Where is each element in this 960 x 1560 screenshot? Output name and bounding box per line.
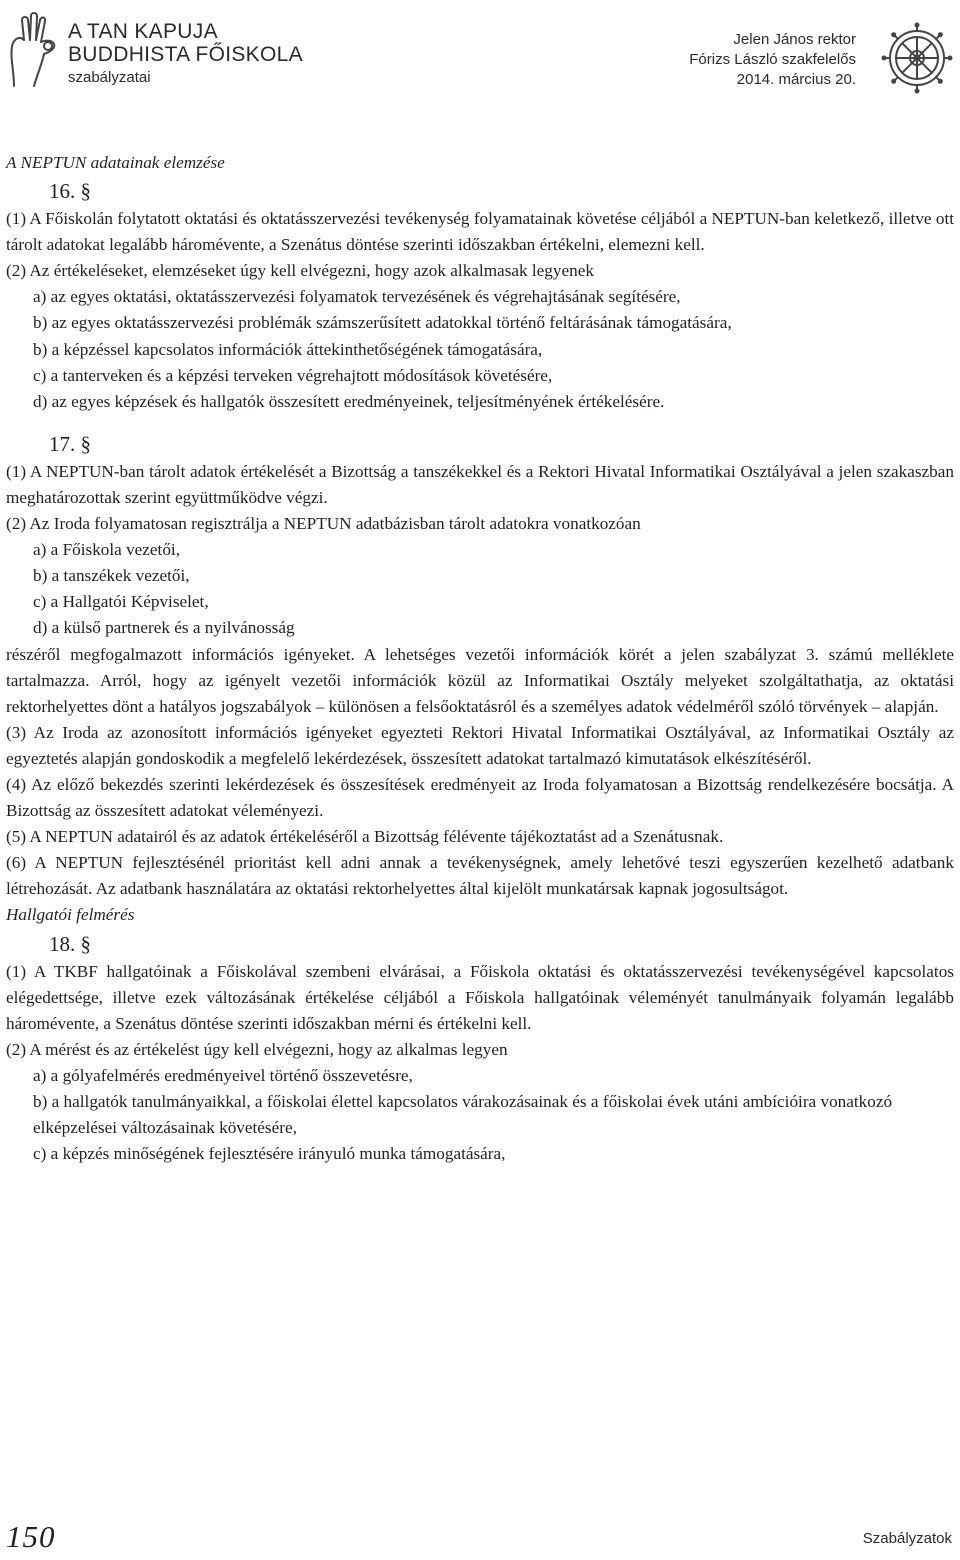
paragraph-number-17: 17. § [49, 431, 91, 456]
page-header [0, 0, 960, 110]
s18-paragraph-2-intro: (2) A mérést és az értékelést úgy kell elvégezni, hogy az alkalmas legyen [6, 1039, 508, 1059]
s16-list-item: d) az egyes képzések és hallgatók összesített eredményeinek, teljesítményének értékelésére. [33, 391, 665, 411]
s16-paragraph-1: (1) A Főiskolán folytatott oktatási és oktatásszervezési tevékenység folyamatainak követése céljából a NEPTUN-ban keletkező, illetve ott tárolt adatokat legalább háromévente, a Szenátus döntése szerinti időszakban értékelni, elemezni kell. [6, 209, 954, 255]
footer-title: Szabályzatok [862, 1530, 952, 1547]
s16-list-item: c) a tanterveken és a képzési terveken végrehajtott módosítások követésére, [33, 365, 553, 385]
s17-list-item: b) a tanszékek vezetői, [33, 566, 190, 586]
s18-list-item: a) a gólyafelmérés eredményeivel történő összevetésre, [33, 1065, 413, 1085]
section-title-neptun: A NEPTUN adatainak elemzése [6, 153, 225, 172]
s17-paragraph-3: (3) Az Iroda az azonosított információs igényeket egyezteti Rektori Hivatal Informatikai Osztályával, az Informatikai Osztály az egyeztetés alapján gondoskodik a megfelelő lekérdezések, összesített adatokat tartalmazó kimutatások elkészítéséről. [6, 722, 954, 768]
dharma-wheel-icon [880, 21, 954, 95]
paragraph-number-18: 18. § [49, 931, 91, 956]
document-date: 2014. március 20. [736, 71, 856, 88]
s18-list-item: c) a képzés minőségének fejlesztésére irányuló munka támogatására, [33, 1144, 506, 1164]
s17-paragraph-6: (6) A NEPTUN fejlesztésénél prioritást kell adni annak a tevékenységnek, amely lehetővé teszi egyszerűen kezelhető adatbank létrehozását. Az adatbank használatára az oktatási rektorhelyettes által kijelölt munkatársak kapnak jogosultságot. [6, 853, 954, 899]
s18-paragraph-1: (1) A TKBF hallgatóinak a Főiskolával szembeni elvárásai, a Főiskola oktatási és oktatásszervezési tevékenységével kapcsolatos elégedettsége, illetve ezek változásának értékelése céljából a Főiskola hallgatóinak véleményét tanulmányaik folyamán legalább háromévente, a Szenátus döntése szerinti időszakban mérni és értékelni kell. [6, 961, 954, 1033]
s17-list-item: c) a Hallgatói Képviselet, [33, 592, 209, 612]
institution-line-1: A TAN KAPUJA [68, 20, 218, 43]
s17-paragraph-4: (4) Az előző bekezdés szerinti lekérdezések és összesítések eredményeit az Iroda folyamatosan a Bizottság rendelkezésére bocsátja. A Bizottság az összesített adatokat véleményezi. [6, 774, 954, 821]
document-body [6, 150, 954, 1167]
responsible-line-1: Jelen János rektor [733, 31, 856, 48]
responsible-persons [689, 30, 856, 90]
institution-name [68, 20, 303, 88]
s17-list-item: a) a Főiskola vezetői, [33, 540, 181, 560]
institution-line-3: szabályzatai [68, 69, 151, 86]
responsible-line-2: Fórizs László szakfelelős [689, 51, 856, 68]
s17-paragraph-2-continued: részéről megfogalmazott információs igényeket. A lehetséges vezetői információk körét a jelen szabályzat 3. számú melléklete tartalmazza. Arról, hogy az igényelt vezetői információk közül az Informatikai Osztály melyeket szolgáltathatja, az oktatási rektorhelyettes dönt a hatályos jogszabályok – különösen a felsőoktatásról és a személyes adatok védelméről szóló törvények – alapján. [6, 644, 954, 716]
section-title-survey: Hallgatói felmérés [6, 905, 135, 925]
paragraph-number-16: 16. § [49, 179, 91, 204]
s16-paragraph-2-intro: (2) Az értékeléseket, elemzéseket úgy kell elvégezni, hogy azok alkalmasak legyenek [6, 261, 594, 281]
s17-paragraph-1: (1) A NEPTUN-ban tárolt adatok értékelését a Bizottság a tanszékekkel és a Rektori Hivatal Informatikai Osztályával a jelen szakaszban meghatározottak szerint együttműködve végzi. [6, 461, 954, 507]
hand-mudra-icon [4, 10, 62, 88]
s17-list-item: d) a külső partnerek és a nyilvánosság [33, 618, 295, 638]
s16-list-item: b) a képzéssel kapcsolatos információk áttekinthetőségének támogatására, [33, 339, 543, 359]
section-gap [6, 415, 954, 429]
s16-list-item: b) az egyes oktatásszervezési problémák számszerűsített adatokkal történő feltárásának támogatására, [33, 313, 732, 333]
page-number: 150 [6, 1519, 56, 1554]
s16-list-item: a) az egyes oktatási, oktatásszervezési folyamatok tervezésének és végrehajtásának segítésére, [33, 287, 681, 307]
s18-list-item: b) a hallgatók tanulmányaikkal, a főiskolai élettel kapcsolatos várakozásainak és a főiskolai évek utáni ambícióira vonatkozó elképzelései változásainak követésére, [33, 1092, 893, 1138]
s17-paragraph-5: (5) A NEPTUN adatairól és az adatok értékeléséről a Bizottság félévente tájékoztatást ad a Szenátusnak. [6, 827, 724, 847]
institution-line-2: BUDDHISTA FŐISKOLA [68, 43, 303, 66]
s17-paragraph-2-intro: (2) Az Iroda folyamatosan regisztrálja a NEPTUN adatbázisban tárolt adatokra vonatkozóan [6, 514, 641, 534]
